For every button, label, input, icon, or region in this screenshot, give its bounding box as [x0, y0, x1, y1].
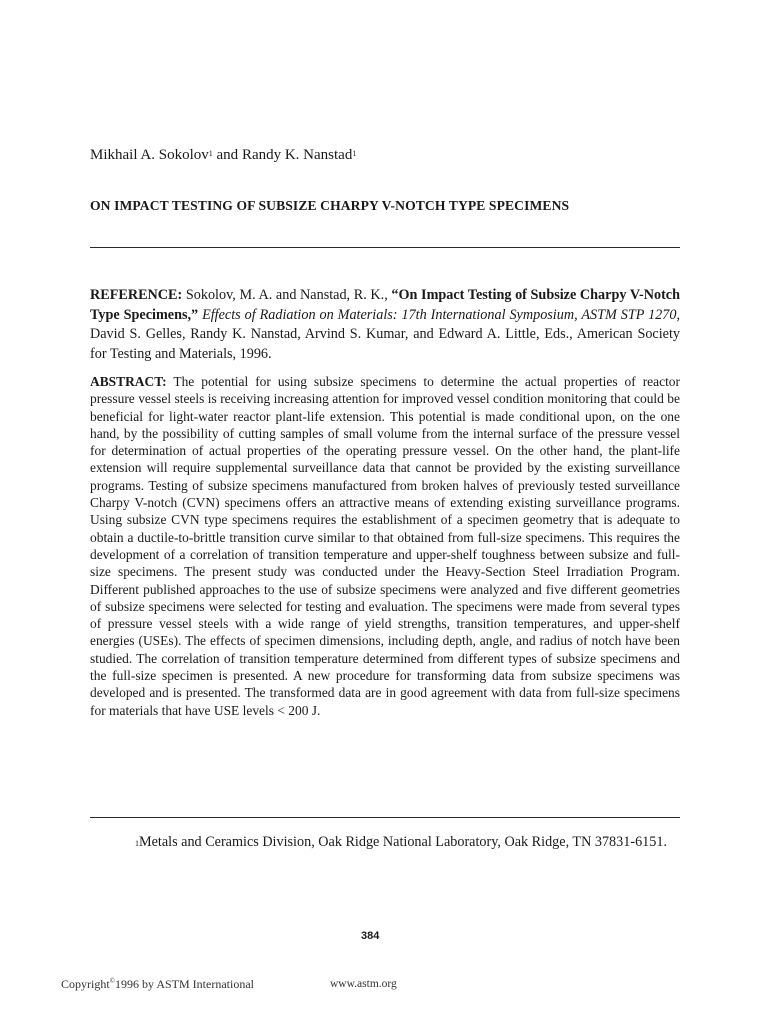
copyright-prefix: Copyright — [61, 977, 110, 991]
author-conjunction: and — [212, 147, 242, 163]
copyright-rest: 1996 by ASTM International — [115, 977, 254, 991]
affiliation-footnote — [90, 833, 680, 852]
footnote-mark: 1 — [135, 839, 139, 848]
reference-label: REFERENCE: — [90, 287, 183, 303]
paper-title: ON IMPACT TESTING OF SUBSIZE CHARPY V-NOTCH TYPE SPECIMENS — [90, 198, 570, 213]
abstract-label: ABSTRACT: — [90, 374, 167, 389]
author-name: Mikhail A. Sokolov — [90, 147, 209, 163]
reference-volume-title: Effects of Radiation on Materials: 17th International Symposium, ASTM STP 1270, — [198, 306, 680, 323]
copyright-notice — [61, 977, 254, 992]
page-number: 384 — [361, 930, 380, 942]
footnote-divider — [90, 817, 680, 818]
reference-authors: Sokolov, M. A. and Nanstad, R. K., — [182, 287, 392, 303]
affiliation-mark: 1 — [208, 149, 213, 158]
reference-paragraph — [90, 286, 680, 364]
footnote-text: Metals and Ceramics Division, Oak Ridge National Laboratory, Oak Ridge, TN 37831-6151. — [139, 834, 667, 850]
reference-paper-title: “On Impact Testing of Subsize Charpy V-Notch Type Specimens,” — [90, 287, 680, 323]
reference-editors: David S. Gelles, Randy K. Nanstad, Arvind S. Kumar, and Edward A. Little, Eds., American Society for Testing and Materials, 1996. — [90, 326, 680, 362]
abstract-paragraph — [90, 373, 680, 719]
affiliation-mark: 1 — [352, 149, 357, 158]
publisher-website: www.astm.org — [330, 978, 397, 990]
author-line — [90, 146, 356, 164]
author-name: Randy K. Nanstad — [241, 147, 353, 163]
copyright-symbol: © — [109, 977, 115, 985]
abstract-text: The potential for using subsize specimens to determine the actual properties of reactor pressure vessel steels is receiving increasing attention for improved vessel condition monitoring that could be beneficial for light-water reactor plant-life extension. This potential is made conditional upon, on the one hand, by the possibility of cutting samples of small volume from the internal surface of the pressure vessel for determination of actual properties of the operating pressure vessel. On the other hand, the plant-life extension will require supplemental surveillance data that cannot be provided by the existing surveillance programs. Testing of subsize specimens manufactured from broken halves of previously tested surveillance Charpy V-notch (CVN) specimens offers an attractive means of extending existing surveillance programs. Using subsize CVN type specimens requires the establishment of a specimen geometry that is adequate to obtain a ductile-to-brittle transition curve similar to that obtained from full-size specimens. This requires the development of a correlation of transition temperature and upper-shelf toughness between subsize and full-size specimens. The present study was conducted under the Heavy-Section Steel Irradiation Program. Different published approaches to the use of subsize specimens were analyzed and five different geometries of subsize specimens were selected for testing and evaluation. The specimens were made from several types of pressure vessel steels with a wide range of yield strengths, transition temperatures, and upper-shelf energies (USEs). The effects of specimen dimensions, including depth, angle, and radius of notch have been studied. The correlation of transition temperature determined from different types of subsize specimens and the full-size specimen is presented. A new procedure for transforming data from subsize specimens was developed and is presented. The transformed data are in good agreement with data from full-size specimens for materials that have USE levels < 200 J. — [90, 374, 680, 718]
header-divider — [90, 247, 680, 248]
